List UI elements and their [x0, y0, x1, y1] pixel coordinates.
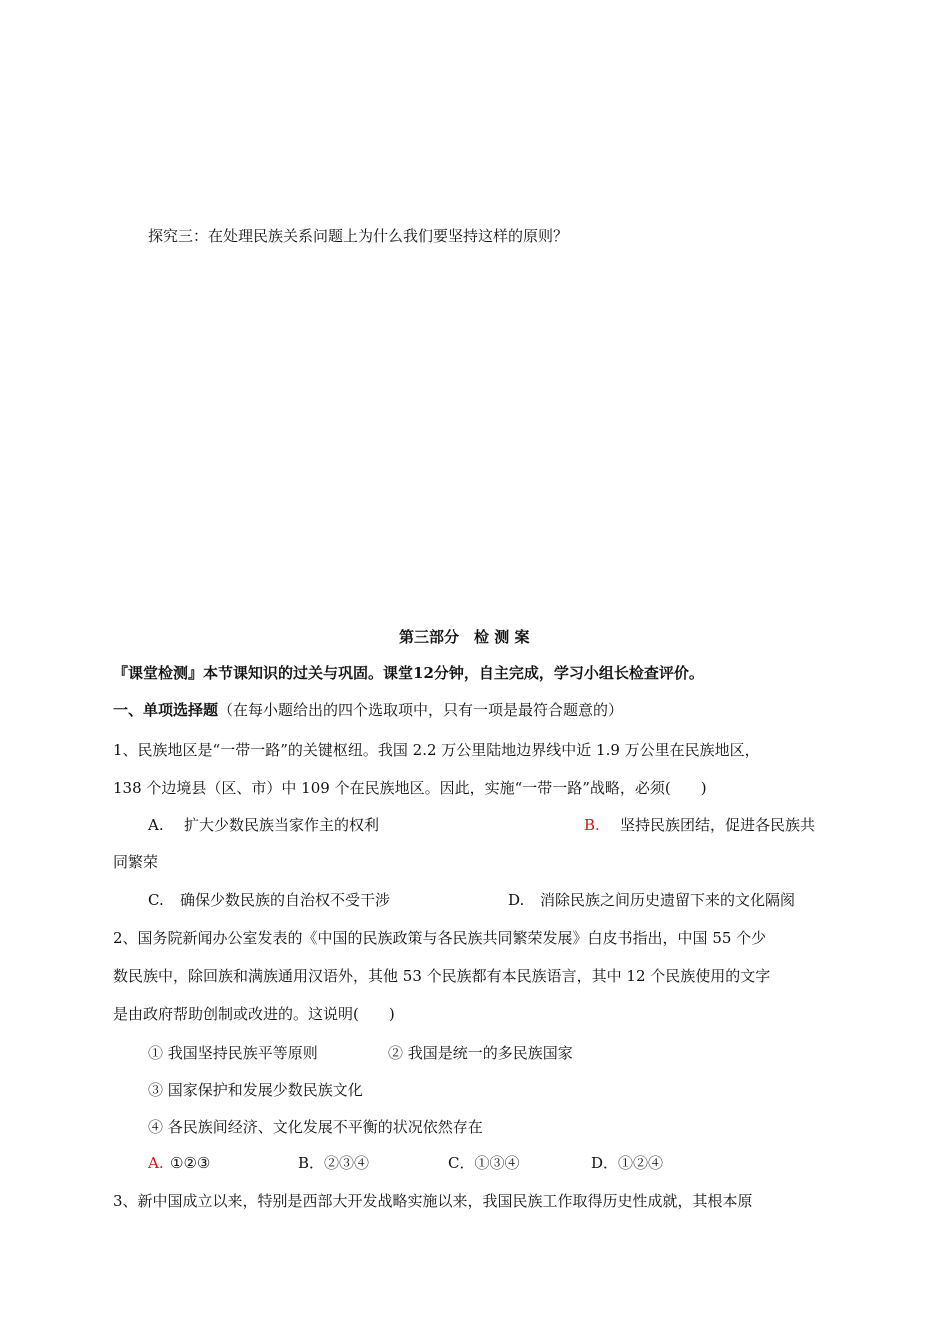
- q2-statement-1: ① 我国坚持民族平等原则: [148, 1044, 318, 1062]
- q1-line2: 138 个边境县（区、市）中 109 个在民族地区。因此，实施“一带一路”战略，必须( ): [113, 779, 707, 797]
- q1-option-a-label: A.: [148, 816, 164, 834]
- section1-heading: [113, 700, 623, 720]
- q2-option-a: [148, 1153, 210, 1173]
- explore-3-question: 探究三：在处理民族关系问题上为什么我们要坚持这样的原则？: [148, 227, 569, 245]
- q1-option-b-text: 坚持民族团结，促进各民族共: [620, 816, 816, 834]
- q2-option-a-label: A.: [148, 1154, 164, 1172]
- q1-option-a-text: 扩大少数民族当家作主的权利: [184, 816, 380, 834]
- q2-statement-4: ④ 各民族间经济、文化发展不平衡的状况依然存在: [148, 1118, 483, 1136]
- part3-title: 第三部分 检 测 案: [399, 628, 530, 646]
- classroom-test-intro: 『课堂检测』本节课知识的过关与巩固。课堂12分钟，自主完成，学习小组长检查评价。: [113, 664, 704, 682]
- q1-option-d: [508, 890, 795, 910]
- q2-statement-3: ③ 国家保护和发展少数民族文化: [148, 1081, 363, 1099]
- q2-option-a-text: ①②③: [170, 1154, 211, 1172]
- section1-note: （在每小题给出的四个选取项中，只有一项是最符合题意的）: [218, 701, 624, 719]
- q3-line1: 3、新中国成立以来，特别是西部大开发战略实施以来，我国民族工作取得历史性成就，其根本原: [113, 1192, 753, 1210]
- q1-option-c-label: C.: [148, 891, 164, 909]
- q2-option-d: D．①②④: [591, 1154, 664, 1172]
- q1-option-c: [148, 890, 390, 910]
- q1-line1: 1、民族地区是“一带一路”的关键枢纽。我国 2.2 万公里陆地边界线中近 1.9 万公里在民族地区，: [113, 741, 760, 759]
- q1-option-b-label: B.: [584, 816, 600, 834]
- q2-option-c: C．①③④: [448, 1154, 520, 1172]
- q2-statement-2: ② 我国是统一的多民族国家: [388, 1044, 573, 1062]
- section1-title: 一、单项选择题: [113, 701, 219, 719]
- q2-line3: 是由政府帮助创制或改进的。这说明( ): [113, 1005, 395, 1023]
- q1-option-b: [584, 815, 815, 835]
- q1-option-b-continued: 同繁荣: [113, 853, 159, 871]
- q2-option-b: B．②③④: [298, 1154, 370, 1172]
- q1-option-d-text: 消除民族之间历史遗留下来的文化隔阂: [540, 891, 796, 909]
- q1-option-a: [148, 815, 379, 835]
- q2-line2: 数民族中，除回族和满族通用汉语外，其他 53 个民族都有本民族语言，其中 12 个民族使用的文字: [113, 967, 771, 985]
- q1-option-d-label: D.: [508, 891, 525, 909]
- q1-option-c-text: 确保少数民族的自治权不受干涉: [180, 891, 391, 909]
- q2-line1: 2、国务院新闻办公室发表的《中国的民族政策与各民族共同繁荣发展》白皮书指出，中国 55 个少: [113, 929, 767, 947]
